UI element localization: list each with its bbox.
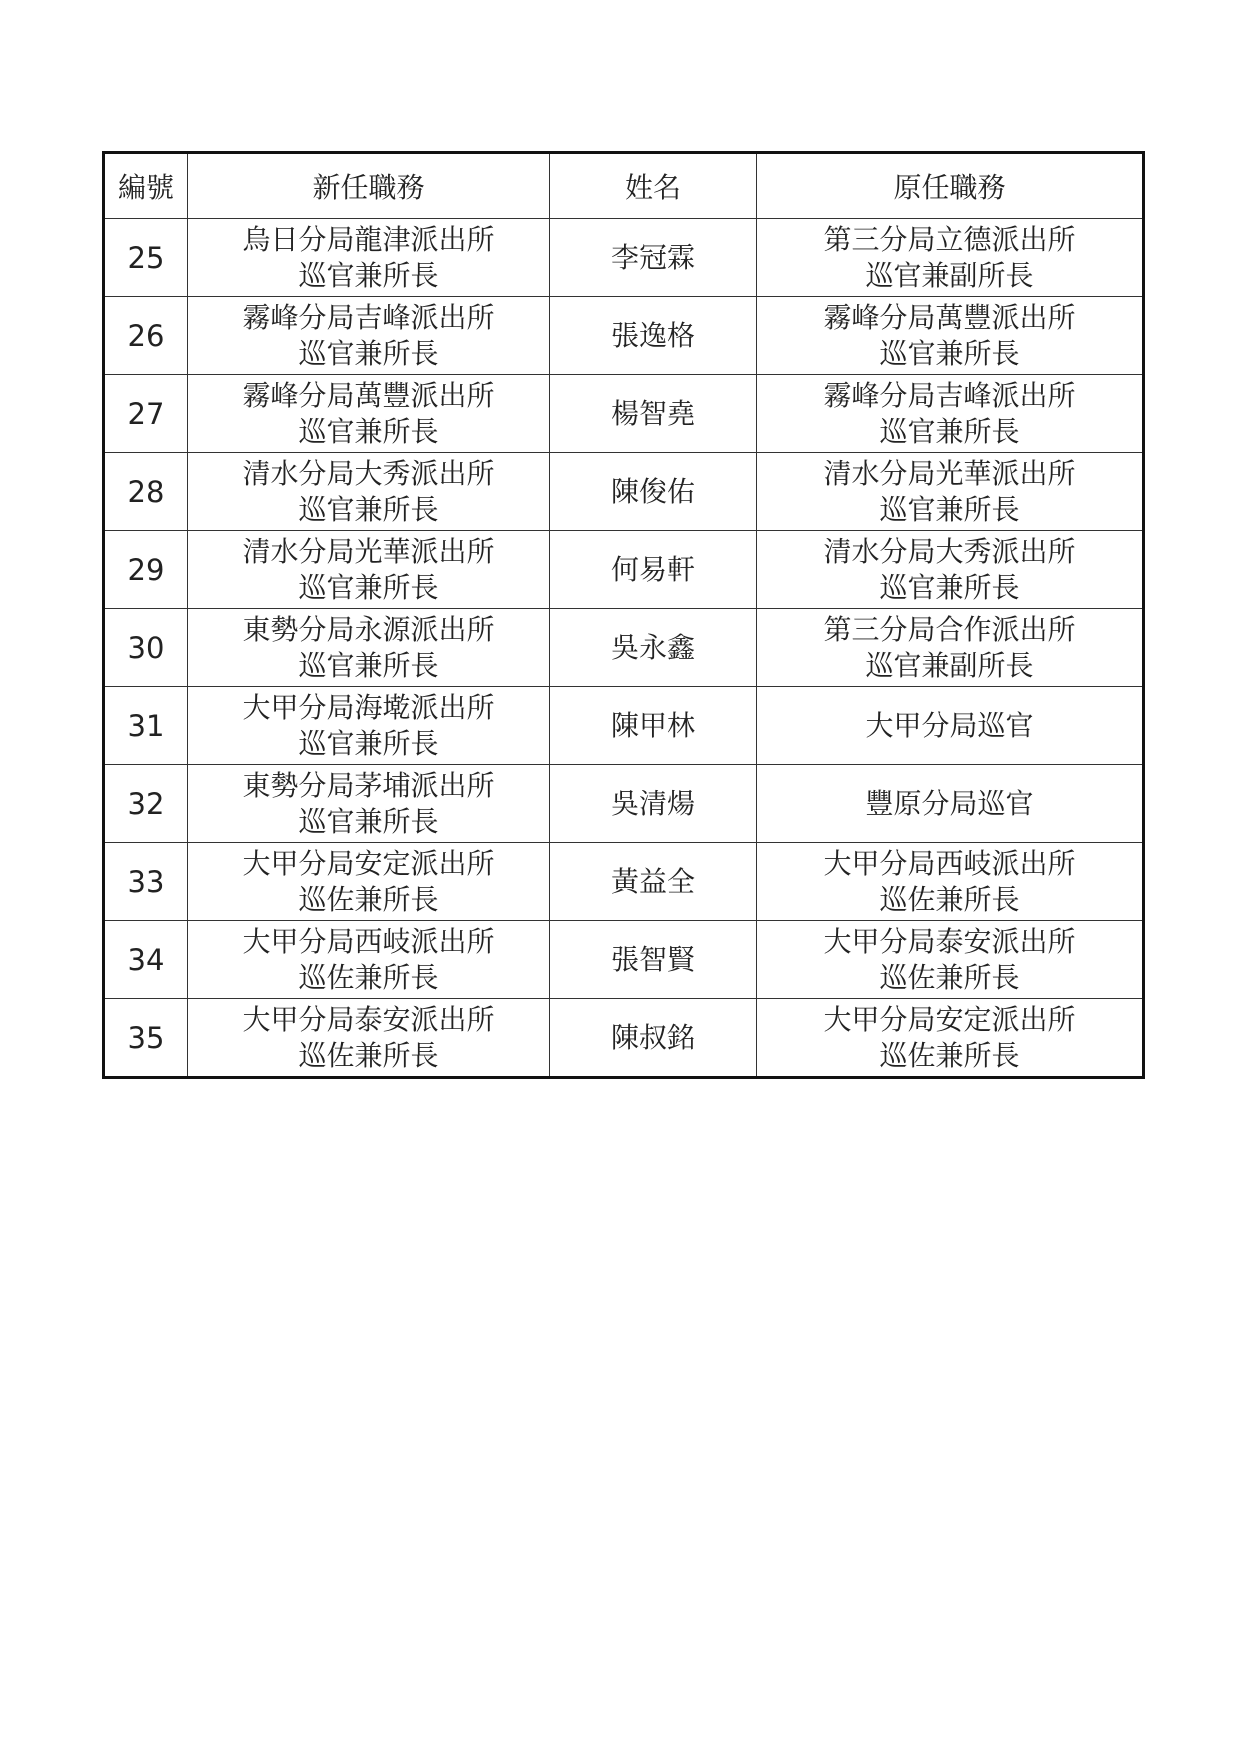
cell-original-position — [757, 453, 1144, 531]
new-position-line: 大甲分局泰安派出所 — [242, 1002, 495, 1036]
original-position-line: 巡佐兼所長 — [879, 960, 1020, 994]
new-position-line: 巡佐兼所長 — [298, 960, 439, 994]
original-position-line: 巡官兼所長 — [879, 414, 1020, 448]
original-position-line: 大甲分局西岐派出所 — [823, 846, 1076, 880]
cell-new-position — [188, 687, 550, 765]
cell-number: 33 — [104, 843, 188, 921]
cell-name: 李冠霖 — [550, 219, 757, 297]
personnel-transfer-table — [102, 151, 1145, 1079]
new-position-line: 大甲分局西岐派出所 — [242, 924, 495, 958]
header-number: 編號 — [104, 153, 188, 219]
new-position-line: 清水分局光華派出所 — [242, 534, 495, 568]
original-position-line: 巡官兼副所長 — [865, 258, 1034, 292]
original-position-line: 巡官兼所長 — [879, 492, 1020, 526]
cell-original-position — [757, 375, 1144, 453]
cell-original-position — [757, 609, 1144, 687]
cell-original-position — [757, 297, 1144, 375]
new-position-line: 巡官兼所長 — [298, 336, 439, 370]
header-new-position: 新任職務 — [188, 153, 550, 219]
new-position-line: 巡官兼所長 — [298, 570, 439, 604]
original-position-line: 大甲分局安定派出所 — [823, 1002, 1076, 1036]
original-position-line: 清水分局光華派出所 — [823, 456, 1076, 490]
cell-new-position — [188, 999, 550, 1078]
cell-original-position — [757, 531, 1144, 609]
table-row — [104, 921, 1144, 999]
cell-number: 32 — [104, 765, 188, 843]
cell-number: 25 — [104, 219, 188, 297]
cell-number: 31 — [104, 687, 188, 765]
new-position-line: 霧峰分局吉峰派出所 — [242, 300, 495, 334]
table-row — [104, 219, 1144, 297]
cell-original-position — [757, 687, 1144, 765]
new-position-line: 巡官兼所長 — [298, 258, 439, 292]
new-position-line: 烏日分局龍津派出所 — [242, 222, 495, 256]
cell-number: 29 — [104, 531, 188, 609]
cell-original-position — [757, 219, 1144, 297]
original-position-line: 大甲分局巡官 — [865, 708, 1034, 742]
original-position-line: 巡佐兼所長 — [879, 1038, 1020, 1072]
original-position-line: 清水分局大秀派出所 — [823, 534, 1076, 568]
header-name: 姓名 — [550, 153, 757, 219]
cell-name: 何易軒 — [550, 531, 757, 609]
table-row — [104, 999, 1144, 1078]
new-position-line: 巡官兼所長 — [298, 726, 439, 760]
original-position-line: 巡官兼所長 — [879, 336, 1020, 370]
new-position-line: 巡官兼所長 — [298, 804, 439, 838]
table-row — [104, 843, 1144, 921]
original-position-line: 巡官兼所長 — [879, 570, 1020, 604]
new-position-line: 巡佐兼所長 — [298, 882, 439, 916]
original-position-line: 第三分局立德派出所 — [823, 222, 1076, 256]
original-position-line: 巡佐兼所長 — [879, 882, 1020, 916]
original-position-line: 巡官兼副所長 — [865, 648, 1034, 682]
table-row — [104, 297, 1144, 375]
new-position-line: 巡官兼所長 — [298, 414, 439, 448]
table-header-row — [104, 153, 1144, 219]
cell-new-position — [188, 609, 550, 687]
cell-new-position — [188, 921, 550, 999]
original-position-line: 霧峰分局萬豐派出所 — [823, 300, 1076, 334]
cell-number: 35 — [104, 999, 188, 1078]
cell-name: 黃益全 — [550, 843, 757, 921]
table-row — [104, 687, 1144, 765]
header-original-position: 原任職務 — [757, 153, 1144, 219]
new-position-line: 霧峰分局萬豐派出所 — [242, 378, 495, 412]
cell-new-position — [188, 297, 550, 375]
new-position-line: 清水分局大秀派出所 — [242, 456, 495, 490]
cell-new-position — [188, 531, 550, 609]
new-position-line: 巡官兼所長 — [298, 492, 439, 526]
cell-name: 張逸格 — [550, 297, 757, 375]
cell-original-position — [757, 999, 1144, 1078]
new-position-line: 東勢分局茅埔派出所 — [242, 768, 495, 802]
original-position-line: 豐原分局巡官 — [865, 786, 1034, 820]
new-position-line: 巡官兼所長 — [298, 648, 439, 682]
cell-number: 30 — [104, 609, 188, 687]
new-position-line: 大甲分局安定派出所 — [242, 846, 495, 880]
table-row — [104, 531, 1144, 609]
table-row — [104, 609, 1144, 687]
cell-original-position — [757, 765, 1144, 843]
cell-name: 楊智堯 — [550, 375, 757, 453]
cell-number: 26 — [104, 297, 188, 375]
cell-number: 27 — [104, 375, 188, 453]
cell-original-position — [757, 921, 1144, 999]
cell-original-position — [757, 843, 1144, 921]
original-position-line: 第三分局合作派出所 — [823, 612, 1076, 646]
cell-new-position — [188, 843, 550, 921]
table-row — [104, 765, 1144, 843]
cell-name: 吳永鑫 — [550, 609, 757, 687]
cell-name: 陳叔銘 — [550, 999, 757, 1078]
cell-number: 28 — [104, 453, 188, 531]
cell-name: 陳俊佑 — [550, 453, 757, 531]
original-position-line: 大甲分局泰安派出所 — [823, 924, 1076, 958]
cell-name: 陳甲林 — [550, 687, 757, 765]
cell-new-position — [188, 219, 550, 297]
new-position-line: 東勢分局永源派出所 — [242, 612, 495, 646]
cell-new-position — [188, 765, 550, 843]
table-row — [104, 453, 1144, 531]
new-position-line: 大甲分局海墘派出所 — [242, 690, 495, 724]
cell-number: 34 — [104, 921, 188, 999]
original-position-line: 霧峰分局吉峰派出所 — [823, 378, 1076, 412]
table-body — [104, 219, 1144, 1078]
cell-new-position — [188, 453, 550, 531]
cell-new-position — [188, 375, 550, 453]
new-position-line: 巡佐兼所長 — [298, 1038, 439, 1072]
table-row — [104, 375, 1144, 453]
cell-name: 張智賢 — [550, 921, 757, 999]
cell-name: 吳清煬 — [550, 765, 757, 843]
